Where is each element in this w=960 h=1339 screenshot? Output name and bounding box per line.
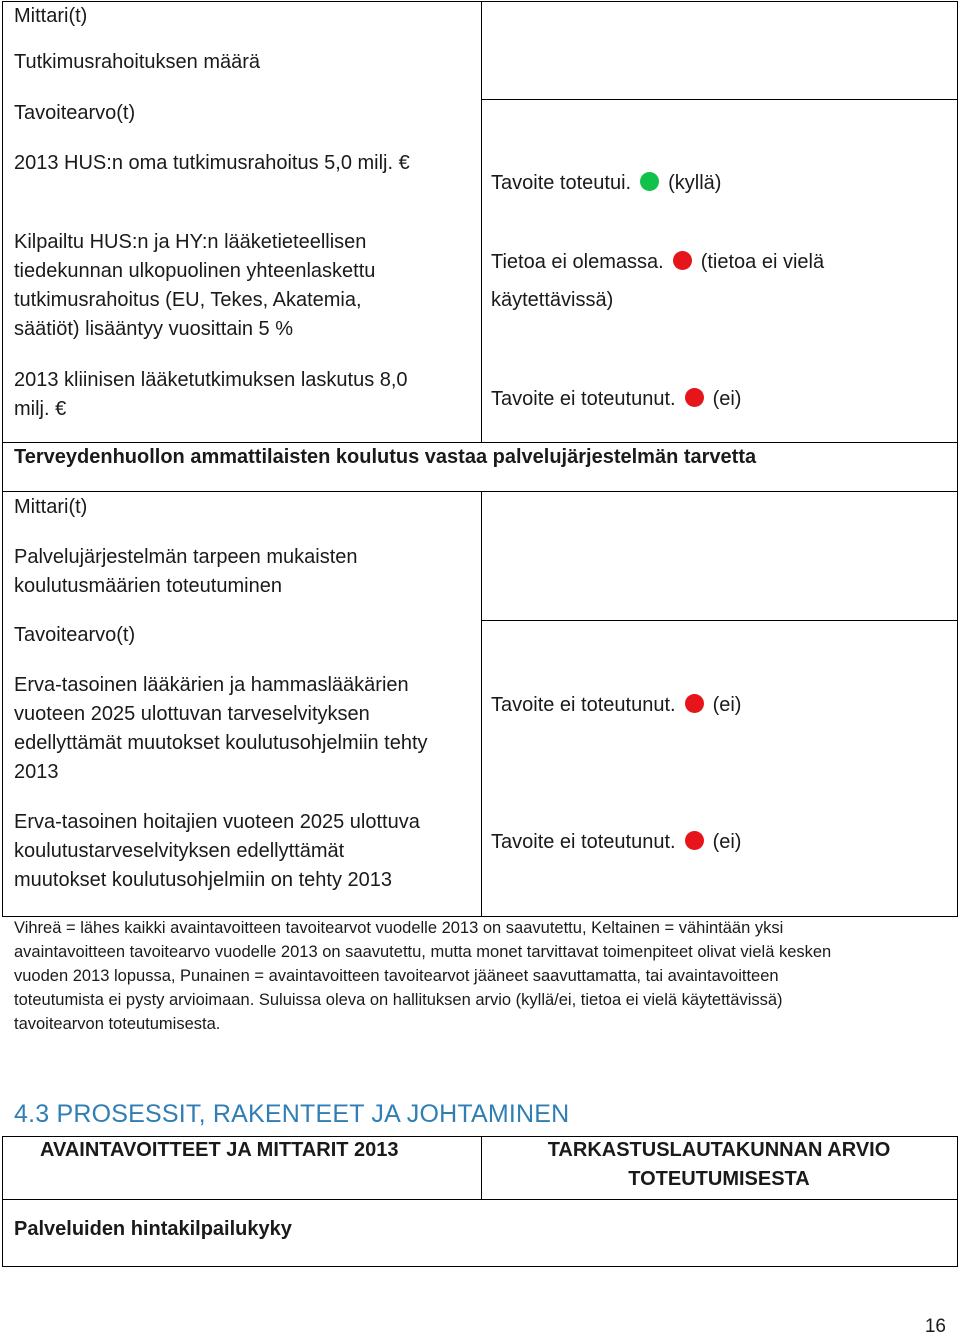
- goal-2-text: Kilpailtu HUS:n ja HY:n lääketieteellisen tiedekunnan ulkopuolinen yhteenlaskettu tutkimusrahoitus (EU, Tekes, Akatemia, säätiöt) lisääntyy vuosittain 5 %: [14, 231, 376, 340]
- assessment: (ei): [712, 388, 742, 410]
- goal-2-text: Erva-tasoinen hoitajien vuoteen 2025 ulottuva koulutustarveselvityksen edellyttämät muutokset koulutusohjelmiin on tehty 2013: [14, 811, 420, 891]
- page-number: 16: [924, 1316, 946, 1337]
- table-row-divider: [2, 491, 958, 492]
- goal-2-result: [491, 828, 741, 857]
- goal-1-text: Erva-tasoinen lääkärien ja hammaslääkärien vuoteen 2025 ulottuvan tarveselvityksen edellyttämät muutokset koulutusohjelmiin tehty 2013: [14, 674, 428, 783]
- goal-3-result: [491, 385, 741, 414]
- assessment: (ei): [712, 831, 742, 853]
- mittari-value: Tutkimusrahoituksen määrä: [14, 51, 261, 73]
- assessment: (kyllä): [668, 172, 722, 194]
- table-cell-divider: [481, 620, 958, 621]
- goal-1-result: [491, 691, 741, 720]
- column-header-assessment: TARKASTUSLAUTAKUNNAN ARVIO TOTEUTUMISESTA: [547, 1139, 891, 1190]
- result-text: Tietoa ei olemassa.: [491, 251, 664, 273]
- goal-2-assessment-cont: käytettävissä): [491, 289, 614, 311]
- goal-3-text: 2013 kliinisen lääketutkimuksen laskutus 8,0 milj. €: [14, 369, 408, 420]
- tavoitearvo-label: Tavoitearvo(t): [14, 102, 136, 124]
- legend-note: Vihreä = lähes kaikki avaintavoitteen tavoitearvot vuodelle 2013 on saavutettu, Keltainen = vähintään yksi avaintavoitteen tavoitearvo vuodelle 2013 on saavutettu, mutta monet tarvittavat toimenpiteet olivat vielä kesken vuoden 2013 lopussa, Punainen = avaintavoitteen tavoitearvot jääneet saavuttamatta, tai avaintavoitteen toteutumista ei pysty arvioimaan. Suluissa oleva on hallituksen arvio (kyllä/ei, tietoa ei vielä käytettävissä) tavoitearvon toteutumisesta.: [14, 919, 832, 1033]
- red-status-icon: [685, 694, 704, 713]
- mittari-label: Mittari(t): [14, 496, 88, 518]
- goal-1-text: 2013 HUS:n oma tutkimusrahoitus 5,0 milj. €: [14, 152, 410, 174]
- goal-1-result: [491, 169, 721, 198]
- result-text: Tavoite toteutui.: [491, 172, 632, 194]
- table-border-left: [2, 1, 3, 442]
- result-text: Tavoite ei toteutunut.: [491, 388, 676, 410]
- section-heading: 4.3 PROSESSIT, RAKENTEET JA JOHTAMINEN: [14, 1100, 570, 1128]
- table-column-divider: [481, 491, 482, 916]
- assessment: (tietoa ei vielä: [700, 251, 825, 273]
- table-border-right: [957, 442, 958, 916]
- mittari-value: Palvelujärjestelmän tarpeen mukaisten koulutusmäärien toteutuminen: [14, 546, 358, 597]
- assessment: (ei): [712, 694, 742, 716]
- table-border-left: [2, 1136, 3, 1267]
- table-cell-divider: [481, 99, 958, 100]
- table-column-divider: [481, 1, 482, 442]
- table-border-left: [2, 442, 3, 916]
- result-text: Tavoite ei toteutunut.: [491, 831, 676, 853]
- row-title: Palveluiden hintakilpailukyky: [14, 1218, 292, 1240]
- tavoitearvo-label: Tavoitearvo(t): [14, 624, 136, 646]
- table-border-right: [957, 1136, 958, 1267]
- table-row-divider: [2, 1199, 958, 1200]
- green-status-icon: [640, 172, 659, 191]
- mittari-label: Mittari(t): [14, 5, 88, 27]
- section-2-title: Terveydenhuollon ammattilaisten koulutus vastaa palvelujärjestelmän tarvetta: [14, 446, 757, 468]
- red-status-icon: [673, 251, 692, 270]
- result-text: Tavoite ei toteutunut.: [491, 694, 676, 716]
- table-border-bottom: [2, 1266, 958, 1267]
- table-border-top: [2, 1, 958, 2]
- goal-2-result: [491, 248, 824, 277]
- table-border-right: [957, 1, 958, 442]
- column-header-goals: AVAINTAVOITTEET JA MITTARIT 2013: [40, 1139, 399, 1161]
- red-status-icon: [685, 388, 704, 407]
- red-status-icon: [685, 831, 704, 850]
